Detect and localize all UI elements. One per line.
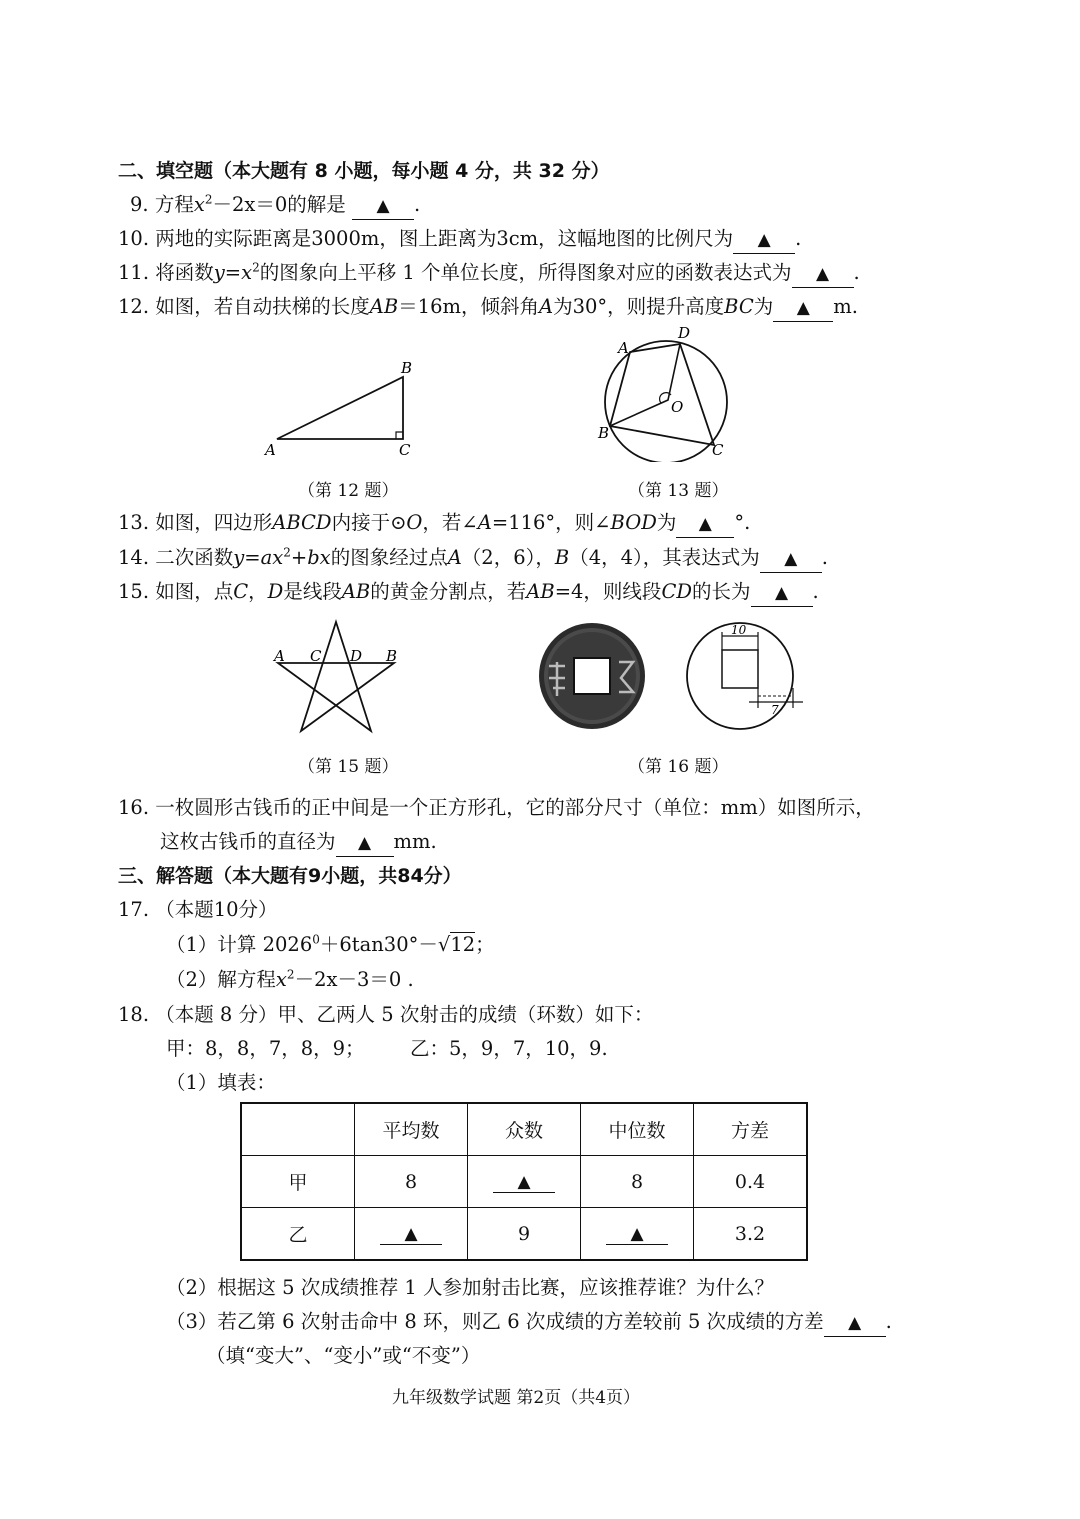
- q11-exp: 2: [252, 260, 260, 275]
- score-table: [240, 1102, 808, 1261]
- q10-text: 两地的实际距离是3000m，图上距离为3cm，这幅地图的比例尺为: [155, 227, 734, 250]
- dim-label-10: 10: [731, 623, 747, 637]
- question-15: [118, 579, 819, 607]
- q14-pb: （4，4），其表达式为: [569, 546, 760, 569]
- coin-square-hole: [574, 658, 610, 694]
- q13-number: 13.: [118, 511, 150, 534]
- q13-mid2: ，若∠: [422, 511, 478, 534]
- q12-a: A: [538, 295, 554, 318]
- q14-pre: 二次函数: [155, 546, 234, 569]
- q18-part2: （2）根据这 5 次成绩推荐 1 人参加射击比赛，应该推荐谁？为什么？: [166, 1276, 775, 1299]
- q11-end: .: [853, 261, 860, 284]
- q12-pre: 如图，若自动扶梯的长度: [155, 295, 370, 318]
- table-header-row: [241, 1103, 807, 1156]
- question-16: [118, 795, 875, 821]
- fig15-label-d: D: [350, 647, 363, 665]
- section2-title: 二、填空题（本大题有 8 小题，每小题 4 分，共 32 分）: [118, 160, 610, 182]
- sqrt-symbol: √: [437, 933, 451, 956]
- q13-end: °.: [734, 511, 751, 534]
- q18-scores-a: 甲：8，8，7，8，9；: [166, 1037, 365, 1060]
- q11-pre: 将函数: [155, 261, 214, 284]
- q18-number: 18.: [118, 1003, 150, 1026]
- table-header-cell: 中位数: [581, 1103, 694, 1156]
- q18-part3-note: （填“变大”、“变小”或“不变”）: [206, 1344, 481, 1367]
- q18-scores-b: 乙：5，9，7，10，9.: [410, 1037, 608, 1060]
- q12-bc: BC: [724, 295, 754, 318]
- q17-number: 17.: [118, 898, 150, 921]
- q15-c: C: [233, 580, 249, 603]
- fig13-label-d: D: [678, 324, 691, 342]
- q18-head: （本题 8 分）甲、乙两人 5 次射击的成绩（环数）如下：: [155, 1003, 654, 1026]
- fig16-caption: （第 16 题）: [628, 757, 729, 777]
- answer-blank-16[interactable]: [336, 829, 394, 857]
- diagram-square: [722, 650, 758, 688]
- q18-part1: （1）填表：: [166, 1071, 276, 1094]
- table-answer-blank[interactable]: [355, 1208, 468, 1261]
- q13-pre: 如图，四边形: [155, 511, 273, 534]
- answer-marker: ▲: [774, 583, 789, 603]
- q12-ab: AB: [369, 295, 399, 318]
- q10-end: .: [795, 227, 802, 250]
- table-cell: 3.2: [694, 1208, 808, 1261]
- q17-p1-exp: 0: [312, 932, 320, 947]
- q9-end: .: [414, 193, 421, 216]
- question-17: [118, 897, 278, 923]
- q14-pa: （2，6），: [461, 546, 555, 569]
- fig15-label-b: B: [386, 647, 398, 665]
- q16-number: 16.: [118, 796, 150, 819]
- q17-p2-pre: （2）解方程: [166, 968, 276, 991]
- q15-sep: ，: [248, 580, 268, 603]
- q14-exp: 2: [283, 545, 291, 560]
- q18-p3-text: （3）若乙第 6 次射击命中 8 环，则乙 6 次成绩的方差较前 5 次成绩的方差: [166, 1310, 824, 1333]
- table-cell: 8: [355, 1156, 468, 1208]
- table-cell: 8: [581, 1156, 694, 1208]
- q17-p1-root: 12: [450, 933, 476, 956]
- q10-number: 10.: [118, 227, 150, 250]
- table-answer-blank[interactable]: [468, 1156, 581, 1208]
- figure-12: [255, 355, 425, 465]
- fig12-label-a: A: [265, 441, 276, 459]
- table-row: [241, 1156, 807, 1208]
- q16-line2-pre: 这枚古钱币的直径为: [160, 830, 336, 853]
- answer-marker: ▲: [816, 264, 830, 284]
- answer-marker: ▲: [630, 1224, 644, 1244]
- table-cell: 9: [468, 1208, 581, 1261]
- q12-mid3: 为: [753, 295, 774, 318]
- q15-mid3: =4，则线段: [554, 580, 662, 603]
- fig15-caption: （第 15 题）: [298, 757, 399, 777]
- table-header-cell: 众数: [468, 1103, 581, 1156]
- coin-photo: [539, 623, 645, 729]
- q15-number: 15.: [118, 580, 150, 603]
- coin-diagram: [687, 623, 803, 729]
- question-12: [118, 294, 858, 322]
- q15-pre: 如图，点: [155, 580, 234, 603]
- q17-part1: [166, 932, 495, 958]
- fig13-label-b: B: [598, 424, 610, 442]
- q11-number: 11.: [118, 261, 150, 284]
- fig12-caption: （第 12 题）: [298, 481, 399, 501]
- q13-bod: BOD: [610, 511, 657, 534]
- q9-var: x: [193, 193, 205, 216]
- q17-p2-rest: －2x－3＝0 .: [294, 968, 414, 991]
- q13-mid3: =116°，则∠: [491, 511, 611, 534]
- answer-marker: ▲: [357, 833, 372, 853]
- figure-15: [268, 614, 413, 739]
- q17-p1-mid: ＋6tan30°－: [319, 933, 438, 956]
- answer-blank-15[interactable]: [751, 579, 813, 607]
- q12-number: 12.: [118, 295, 150, 318]
- answer-marker: ▲: [796, 298, 810, 318]
- answer-blank-9[interactable]: [352, 192, 414, 220]
- q14-fn: y=ax: [233, 546, 284, 569]
- table-cell: 0.4: [694, 1156, 808, 1208]
- q15-ab2: AB: [526, 580, 555, 603]
- figure-16: [535, 618, 805, 736]
- page-footer: 九年级数学试题 第2页（共4页）: [392, 1388, 641, 1408]
- q14-post: 的图象经过点: [330, 546, 448, 569]
- answer-marker: ▲: [376, 196, 390, 216]
- q11-post: 的图象向上平移 1 个单位长度，所得图象对应的函数表达式为: [259, 261, 792, 284]
- question-18: [118, 1002, 653, 1028]
- question-11: [118, 260, 860, 288]
- table-row-label: 甲: [241, 1156, 355, 1208]
- q17-p2-exp: 2: [286, 967, 295, 982]
- answer-blank-14[interactable]: [760, 545, 822, 573]
- q14-number: 14.: [118, 546, 150, 569]
- answer-marker: ▲: [404, 1224, 418, 1244]
- q12-end: m.: [833, 295, 858, 318]
- q11-fn: y=x: [213, 261, 253, 284]
- question-16-line2: [160, 829, 437, 857]
- q13-a: A: [477, 511, 492, 534]
- section3-title: 三、解答题（本大题有9小题，共84分）: [118, 865, 462, 887]
- table-row: [241, 1208, 807, 1261]
- q12-mid2: 为30°，则提升高度: [553, 295, 725, 318]
- q15-ab: AB: [341, 580, 371, 603]
- q16-line1: 一枚圆形古钱币的正中间是一个正方形孔，它的部分尺寸（单位：mm）如图所示，: [155, 796, 875, 819]
- q9-number: 9.: [130, 193, 149, 216]
- fig13-label-a: A: [618, 339, 629, 357]
- answer-blank-13[interactable]: [676, 510, 734, 538]
- q15-end: .: [812, 580, 819, 603]
- question-10: [118, 226, 801, 254]
- q13-abcd: ABCD: [272, 511, 332, 534]
- q17-p1-pre: （1）计算 2026: [166, 933, 313, 956]
- fig12-label-b: B: [401, 359, 413, 377]
- q9-exp: 2: [204, 192, 213, 207]
- answer-marker: ▲: [517, 1172, 531, 1192]
- fig12-label-c: C: [399, 441, 411, 459]
- q9-eq-rest: －2x＝0: [212, 193, 288, 216]
- table-answer-blank[interactable]: [581, 1208, 694, 1261]
- answer-blank-18-3[interactable]: [824, 1309, 886, 1337]
- q12-mid1: ＝16m，倾斜角: [398, 295, 539, 318]
- q15-cd: CD: [661, 580, 692, 603]
- q18-part3: [166, 1309, 892, 1337]
- answer-marker: ▲: [757, 230, 771, 250]
- q14-fn2: +bx: [290, 546, 331, 569]
- figure-13: [592, 322, 742, 462]
- question-13: [118, 510, 750, 538]
- q9-post: 的解是: [287, 193, 346, 216]
- q13-o: O: [406, 511, 423, 534]
- dim-label-7: 7: [771, 703, 779, 717]
- q18-p3-end: .: [885, 1310, 892, 1333]
- q15-d: D: [267, 580, 284, 603]
- q13-mid4: 为: [656, 511, 677, 534]
- fig15-label-a: A: [274, 647, 285, 665]
- answer-blank-12[interactable]: [773, 294, 833, 322]
- answer-marker: ▲: [784, 549, 798, 569]
- q14-end: .: [821, 546, 828, 569]
- question-9: [130, 192, 420, 220]
- q14-b: B: [554, 546, 570, 569]
- q16-line2-end: mm.: [393, 830, 437, 853]
- answer-marker: ▲: [698, 514, 712, 534]
- answer-blank-10[interactable]: [733, 226, 795, 254]
- q15-mid1: 是线段: [283, 580, 342, 603]
- q17-p2-var: x: [275, 968, 287, 991]
- q17-p1-end: ；: [475, 933, 495, 956]
- table-header-cell: 平均数: [355, 1103, 468, 1156]
- q17-part2: [166, 967, 414, 993]
- right-angle-mark: [396, 432, 403, 439]
- q15-mid2: 的黄金分割点，若: [370, 580, 527, 603]
- table-header-cell: [241, 1103, 355, 1156]
- fig15-label-c: C: [310, 647, 322, 665]
- fig13-label-o: O: [671, 398, 684, 416]
- fig13-label-c: C: [712, 441, 724, 459]
- q14-a: A: [447, 546, 462, 569]
- question-14: [118, 545, 828, 573]
- escalator-triangle: [277, 377, 403, 439]
- table-header-cell: 方差: [694, 1103, 808, 1156]
- pentagram: [278, 622, 394, 731]
- answer-blank-11[interactable]: [792, 260, 854, 288]
- table-row-label: 乙: [241, 1208, 355, 1261]
- fig13-caption: （第 13 题）: [628, 481, 729, 501]
- q9-pre: 方程: [154, 193, 194, 216]
- q17-head: （本题10分）: [155, 898, 278, 921]
- q13-mid1: 内接于⊙: [331, 511, 407, 534]
- q15-mid4: 的长为: [692, 580, 751, 603]
- answer-marker: ▲: [848, 1313, 862, 1333]
